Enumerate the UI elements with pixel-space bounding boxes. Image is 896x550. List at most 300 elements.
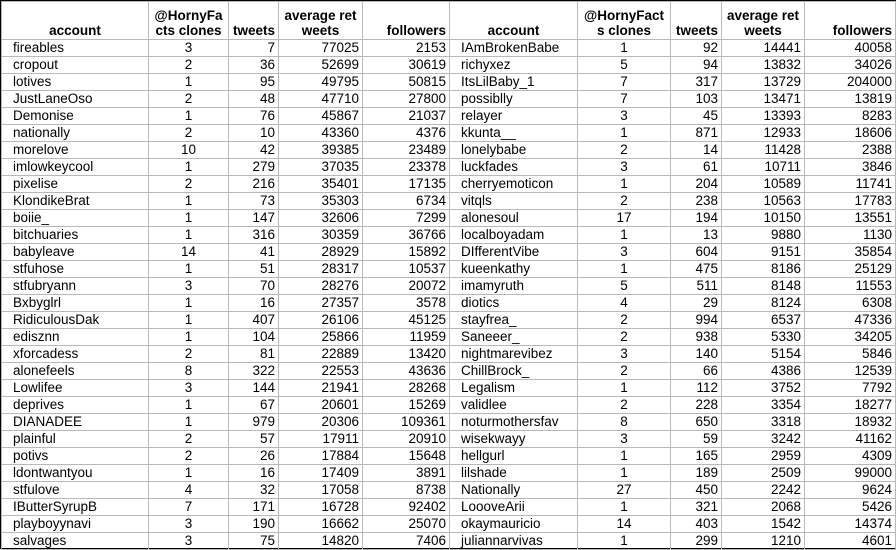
cell-tweets-right: 317: [671, 74, 722, 91]
cell-tweets-right: 112: [671, 380, 722, 397]
cell-account-right: kkunta__: [450, 125, 578, 142]
cell-clones-right: 1: [578, 380, 671, 397]
cell-followers-left: 4376: [363, 125, 450, 142]
cell-tweets-left: 979: [229, 414, 279, 431]
table-row: [2, 363, 896, 380]
cell-account-left: plainful: [2, 431, 149, 448]
table-row: [2, 482, 896, 499]
cell-clones-right: 14: [578, 516, 671, 533]
table-row: [2, 312, 896, 329]
cell-account-right: stayfrea_: [450, 312, 578, 329]
cell-retweets-left: 17911: [279, 431, 363, 448]
cell-tweets-left: 76: [229, 108, 279, 125]
cell-account-left: morelove: [2, 142, 149, 159]
cell-tweets-left: 41: [229, 244, 279, 261]
cell-account-right: ChillBrock_: [450, 363, 578, 380]
cell-tweets-left: 95: [229, 74, 279, 91]
cell-clones-right: 2: [578, 363, 671, 380]
cell-followers-right: 18277: [805, 397, 896, 414]
header-account-left: account: [2, 2, 149, 40]
table-row: [2, 261, 896, 278]
cell-clones-right: 17: [578, 210, 671, 227]
cell-followers-left: 15648: [363, 448, 450, 465]
cell-account-right: imamyruth: [450, 278, 578, 295]
cell-retweets-right: 2959: [722, 448, 805, 465]
cell-tweets-right: 228: [671, 397, 722, 414]
cell-account-left: IButterSyrupB: [2, 499, 149, 516]
cell-clones-right: 5: [578, 57, 671, 74]
cell-retweets-left: 77025: [279, 40, 363, 57]
cell-account-right: diotics: [450, 295, 578, 312]
cell-tweets-right: 61: [671, 159, 722, 176]
cell-retweets-left: 39385: [279, 142, 363, 159]
cell-account-right: possiblly: [450, 91, 578, 108]
cell-tweets-left: 316: [229, 227, 279, 244]
cell-retweets-left: 49795: [279, 74, 363, 91]
cell-tweets-left: 42: [229, 142, 279, 159]
cell-clones-right: 2: [578, 397, 671, 414]
cell-account-left: babyleave: [2, 244, 149, 261]
table-row: [2, 516, 896, 533]
cell-followers-left: 109361: [363, 414, 450, 431]
cell-account-right: Nationally: [450, 482, 578, 499]
cell-account-left: salvages: [2, 533, 149, 550]
cell-account-right: ItsLilBaby_1: [450, 74, 578, 91]
table-row: [2, 125, 896, 142]
cell-retweets-left: 16728: [279, 499, 363, 516]
cell-clones-left: 1: [149, 329, 229, 346]
cell-retweets-left: 28276: [279, 278, 363, 295]
cell-retweets-right: 10711: [722, 159, 805, 176]
cell-tweets-left: 147: [229, 210, 279, 227]
cell-tweets-left: 144: [229, 380, 279, 397]
table-row: [2, 40, 896, 57]
cell-account-left: deprives: [2, 397, 149, 414]
cell-retweets-right: 5330: [722, 329, 805, 346]
cell-account-right: LoooveArii: [450, 499, 578, 516]
cell-account-right: kueenkathy: [450, 261, 578, 278]
cell-tweets-right: 938: [671, 329, 722, 346]
cell-followers-right: 47336: [805, 312, 896, 329]
cell-clones-left: 1: [149, 227, 229, 244]
cell-followers-left: 27800: [363, 91, 450, 108]
cell-clones-right: 3: [578, 244, 671, 261]
table-row: [2, 193, 896, 210]
cell-tweets-left: 322: [229, 363, 279, 380]
cell-account-right: IAmBrokenBabe: [450, 40, 578, 57]
cell-account-left: lotives: [2, 74, 149, 91]
cell-clones-left: 7: [149, 499, 229, 516]
cell-account-left: potivs: [2, 448, 149, 465]
table-row: [2, 57, 896, 74]
cell-followers-right: 12539: [805, 363, 896, 380]
cell-retweets-right: 8148: [722, 278, 805, 295]
cell-account-left: Lowlifee: [2, 380, 149, 397]
cell-retweets-left: 17884: [279, 448, 363, 465]
cell-retweets-right: 9880: [722, 227, 805, 244]
cell-account-right: noturmothersfav: [450, 414, 578, 431]
cell-retweets-right: 1542: [722, 516, 805, 533]
cell-tweets-left: 36: [229, 57, 279, 74]
cell-tweets-left: 26: [229, 448, 279, 465]
table-row: [2, 159, 896, 176]
cell-clones-left: 2: [149, 176, 229, 193]
cell-clones-left: 1: [149, 193, 229, 210]
cell-account-right: okaymauricio: [450, 516, 578, 533]
header-followers-right: followers: [805, 2, 896, 40]
cell-followers-right: 25129: [805, 261, 896, 278]
cell-clones-left: 3: [149, 516, 229, 533]
cell-retweets-left: 27357: [279, 295, 363, 312]
cell-account-right: localboyadam: [450, 227, 578, 244]
cell-tweets-left: 104: [229, 329, 279, 346]
cell-followers-left: 13420: [363, 346, 450, 363]
cell-tweets-right: 165: [671, 448, 722, 465]
cell-account-right: Saneeer_: [450, 329, 578, 346]
cell-retweets-left: 20306: [279, 414, 363, 431]
cell-clones-left: 2: [149, 346, 229, 363]
cell-followers-right: 40058: [805, 40, 896, 57]
cell-clones-left: 1: [149, 414, 229, 431]
cell-account-right: lonelybabe: [450, 142, 578, 159]
cell-clones-right: 8: [578, 414, 671, 431]
header-clones-left: @HornyFacts clones: [149, 2, 229, 40]
cell-tweets-left: 171: [229, 499, 279, 516]
cell-clones-right: 1: [578, 176, 671, 193]
cell-followers-right: 1130: [805, 227, 896, 244]
cell-tweets-left: 16: [229, 465, 279, 482]
table-row: [2, 91, 896, 108]
header-tweets-left: tweets: [229, 2, 279, 40]
cell-tweets-left: 10: [229, 125, 279, 142]
cell-retweets-left: 30359: [279, 227, 363, 244]
cell-retweets-left: 28317: [279, 261, 363, 278]
table-row: [2, 244, 896, 261]
cell-tweets-right: 403: [671, 516, 722, 533]
cell-tweets-right: 14: [671, 142, 722, 159]
cell-tweets-left: 7: [229, 40, 279, 57]
cell-clones-right: 2: [578, 193, 671, 210]
cell-account-right: richyxez: [450, 57, 578, 74]
cell-retweets-right: 2509: [722, 465, 805, 482]
header-tweets-right: tweets: [671, 2, 722, 40]
cell-clones-left: 1: [149, 159, 229, 176]
cell-retweets-right: 3354: [722, 397, 805, 414]
cell-account-left: imlowkeycool: [2, 159, 149, 176]
cell-retweets-right: 1210: [722, 533, 805, 550]
cell-clones-left: 1: [149, 397, 229, 414]
cell-tweets-left: 73: [229, 193, 279, 210]
cell-retweets-right: 2068: [722, 499, 805, 516]
table-row: [2, 142, 896, 159]
cell-tweets-left: 407: [229, 312, 279, 329]
cell-clones-left: 4: [149, 482, 229, 499]
cell-retweets-left: 32606: [279, 210, 363, 227]
cell-account-right: relayer: [450, 108, 578, 125]
table-row: [2, 278, 896, 295]
cell-account-left: nationally: [2, 125, 149, 142]
cell-clones-left: 10: [149, 142, 229, 159]
cell-retweets-right: 14441: [722, 40, 805, 57]
cell-followers-left: 17135: [363, 176, 450, 193]
table-row: [2, 108, 896, 125]
cell-account-right: cherryemoticon: [450, 176, 578, 193]
cell-followers-right: 14374: [805, 516, 896, 533]
cell-followers-left: 23378: [363, 159, 450, 176]
cell-clones-right: 3: [578, 346, 671, 363]
header-row: [2, 2, 896, 40]
header-followers-left: followers: [363, 2, 450, 40]
cell-followers-right: 34205: [805, 329, 896, 346]
cell-tweets-right: 511: [671, 278, 722, 295]
cell-clones-right: 2: [578, 142, 671, 159]
cell-clones-right: 1: [578, 227, 671, 244]
cell-tweets-right: 59: [671, 431, 722, 448]
cell-account-right: validlee: [450, 397, 578, 414]
cell-account-right: wisekwayy: [450, 431, 578, 448]
cell-account-left: stfulove: [2, 482, 149, 499]
table-body: [2, 40, 896, 550]
cell-retweets-left: 52699: [279, 57, 363, 74]
table-row: [2, 431, 896, 448]
cell-followers-left: 30619: [363, 57, 450, 74]
cell-account-right: juliannarvivas: [450, 533, 578, 550]
cell-tweets-left: 75: [229, 533, 279, 550]
cell-followers-right: 18932: [805, 414, 896, 431]
cell-clones-left: 3: [149, 40, 229, 57]
cell-retweets-right: 11428: [722, 142, 805, 159]
cell-clones-left: 14: [149, 244, 229, 261]
cell-followers-left: 36766: [363, 227, 450, 244]
cell-retweets-left: 25866: [279, 329, 363, 346]
table-row: [2, 329, 896, 346]
cell-tweets-right: 650: [671, 414, 722, 431]
cell-followers-right: 34026: [805, 57, 896, 74]
cell-clones-right: 1: [578, 465, 671, 482]
cell-tweets-right: 994: [671, 312, 722, 329]
table-row: [2, 499, 896, 516]
cell-retweets-right: 10589: [722, 176, 805, 193]
cell-clones-left: 1: [149, 108, 229, 125]
cell-tweets-right: 103: [671, 91, 722, 108]
cell-tweets-right: 13: [671, 227, 722, 244]
cell-retweets-left: 26106: [279, 312, 363, 329]
cell-account-right: vitqls: [450, 193, 578, 210]
cell-clones-right: 7: [578, 91, 671, 108]
cell-clones-right: 1: [578, 499, 671, 516]
cell-retweets-right: 3318: [722, 414, 805, 431]
cell-tweets-right: 871: [671, 125, 722, 142]
cell-retweets-right: 13832: [722, 57, 805, 74]
cell-account-right: Legalism: [450, 380, 578, 397]
cell-followers-right: 5846: [805, 346, 896, 363]
cell-account-left: KlondikeBrat: [2, 193, 149, 210]
cell-tweets-right: 299: [671, 533, 722, 550]
cell-retweets-left: 35303: [279, 193, 363, 210]
cell-followers-right: 204000: [805, 74, 896, 91]
cell-followers-right: 11553: [805, 278, 896, 295]
cell-clones-left: 1: [149, 295, 229, 312]
cell-account-left: boiie_: [2, 210, 149, 227]
cell-clones-right: 1: [578, 533, 671, 550]
cell-retweets-left: 22889: [279, 346, 363, 363]
table-row: [2, 397, 896, 414]
cell-followers-right: 41162: [805, 431, 896, 448]
cell-clones-left: 1: [149, 261, 229, 278]
cell-retweets-left: 17409: [279, 465, 363, 482]
cell-clones-right: 3: [578, 159, 671, 176]
cell-followers-right: 6308: [805, 295, 896, 312]
cell-clones-left: 1: [149, 74, 229, 91]
cell-tweets-left: 216: [229, 176, 279, 193]
cell-clones-left: 2: [149, 431, 229, 448]
cell-retweets-left: 47710: [279, 91, 363, 108]
accounts-table: [1, 1, 896, 550]
cell-retweets-right: 13393: [722, 108, 805, 125]
cell-followers-right: 4309: [805, 448, 896, 465]
cell-retweets-right: 10563: [722, 193, 805, 210]
cell-account-left: Bxbyglrl: [2, 295, 149, 312]
cell-retweets-right: 3752: [722, 380, 805, 397]
cell-account-left: playboyynavi: [2, 516, 149, 533]
cell-followers-right: 13551: [805, 210, 896, 227]
cell-clones-left: 2: [149, 91, 229, 108]
table-row: [2, 465, 896, 482]
cell-account-left: stfuhose: [2, 261, 149, 278]
cell-account-left: RidiculousDak: [2, 312, 149, 329]
cell-retweets-left: 35401: [279, 176, 363, 193]
header-retweets-left: average retweets: [279, 2, 363, 40]
cell-retweets-right: 4386: [722, 363, 805, 380]
cell-tweets-right: 66: [671, 363, 722, 380]
cell-tweets-right: 238: [671, 193, 722, 210]
cell-account-left: DIANADEE: [2, 414, 149, 431]
cell-tweets-right: 321: [671, 499, 722, 516]
cell-account-left: ldontwantyou: [2, 465, 149, 482]
header-retweets-right: average retweets: [722, 2, 805, 40]
cell-account-right: alonesoul: [450, 210, 578, 227]
table-row: [2, 380, 896, 397]
cell-retweets-right: 8124: [722, 295, 805, 312]
cell-tweets-right: 189: [671, 465, 722, 482]
cell-retweets-right: 5154: [722, 346, 805, 363]
cell-clones-left: 2: [149, 448, 229, 465]
cell-retweets-right: 2242: [722, 482, 805, 499]
cell-clones-right: 3: [578, 108, 671, 125]
cell-account-left: edisznn: [2, 329, 149, 346]
cell-retweets-left: 22553: [279, 363, 363, 380]
cell-followers-right: 4601: [805, 533, 896, 550]
header-clones-right: @HornyFacts clones: [578, 2, 671, 40]
cell-followers-left: 11959: [363, 329, 450, 346]
cell-followers-left: 23489: [363, 142, 450, 159]
cell-followers-left: 6734: [363, 193, 450, 210]
cell-tweets-right: 604: [671, 244, 722, 261]
cell-retweets-right: 9151: [722, 244, 805, 261]
cell-retweets-left: 20601: [279, 397, 363, 414]
cell-retweets-right: 13471: [722, 91, 805, 108]
table-row: [2, 74, 896, 91]
cell-tweets-left: 81: [229, 346, 279, 363]
cell-clones-right: 5: [578, 278, 671, 295]
cell-tweets-left: 48: [229, 91, 279, 108]
cell-retweets-left: 17058: [279, 482, 363, 499]
cell-retweets-right: 13729: [722, 74, 805, 91]
cell-clones-right: 1: [578, 448, 671, 465]
table-row: [2, 227, 896, 244]
cell-account-right: hellgurl: [450, 448, 578, 465]
cell-followers-left: 43636: [363, 363, 450, 380]
cell-clones-right: 4: [578, 295, 671, 312]
cell-followers-left: 2153: [363, 40, 450, 57]
cell-clones-left: 2: [149, 125, 229, 142]
cell-clones-left: 3: [149, 533, 229, 550]
cell-tweets-right: 140: [671, 346, 722, 363]
cell-retweets-left: 37035: [279, 159, 363, 176]
cell-tweets-right: 194: [671, 210, 722, 227]
table-row: [2, 533, 896, 550]
table-row: [2, 448, 896, 465]
cell-retweets-left: 43360: [279, 125, 363, 142]
cell-account-left: Demonise: [2, 108, 149, 125]
cell-account-left: JustLaneOso: [2, 91, 149, 108]
cell-account-left: stfubryann: [2, 278, 149, 295]
cell-retweets-right: 3242: [722, 431, 805, 448]
cell-tweets-left: 51: [229, 261, 279, 278]
cell-tweets-right: 475: [671, 261, 722, 278]
cell-followers-left: 10537: [363, 261, 450, 278]
cell-tweets-left: 190: [229, 516, 279, 533]
cell-retweets-left: 21941: [279, 380, 363, 397]
cell-followers-left: 45125: [363, 312, 450, 329]
table-row: [2, 210, 896, 227]
cell-followers-left: 50815: [363, 74, 450, 91]
cell-clones-right: 1: [578, 125, 671, 142]
cell-account-left: xforcadess: [2, 346, 149, 363]
cell-clones-right: 27: [578, 482, 671, 499]
cell-tweets-left: 279: [229, 159, 279, 176]
table-row: [2, 176, 896, 193]
cell-followers-left: 3578: [363, 295, 450, 312]
cell-retweets-right: 10150: [722, 210, 805, 227]
cell-followers-right: 13819: [805, 91, 896, 108]
cell-clones-right: 7: [578, 74, 671, 91]
cell-followers-left: 7299: [363, 210, 450, 227]
cell-followers-right: 3846: [805, 159, 896, 176]
cell-clones-right: 3: [578, 431, 671, 448]
cell-clones-right: 2: [578, 329, 671, 346]
cell-tweets-left: 32: [229, 482, 279, 499]
cell-clones-right: 2: [578, 312, 671, 329]
cell-followers-right: 18606: [805, 125, 896, 142]
cell-account-right: DIfferentVibe: [450, 244, 578, 261]
cell-account-right: luckfades: [450, 159, 578, 176]
cell-clones-left: 2: [149, 57, 229, 74]
cell-tweets-left: 16: [229, 295, 279, 312]
cell-clones-right: 1: [578, 40, 671, 57]
cell-retweets-left: 16662: [279, 516, 363, 533]
cell-followers-left: 8738: [363, 482, 450, 499]
cell-followers-left: 20910: [363, 431, 450, 448]
header-account-right: account: [450, 2, 578, 40]
cell-followers-right: 11741: [805, 176, 896, 193]
cell-followers-left: 20072: [363, 278, 450, 295]
cell-tweets-right: 450: [671, 482, 722, 499]
cell-account-right: lilshade: [450, 465, 578, 482]
cell-followers-left: 92402: [363, 499, 450, 516]
cell-account-left: pixelise: [2, 176, 149, 193]
cell-followers-right: 7792: [805, 380, 896, 397]
